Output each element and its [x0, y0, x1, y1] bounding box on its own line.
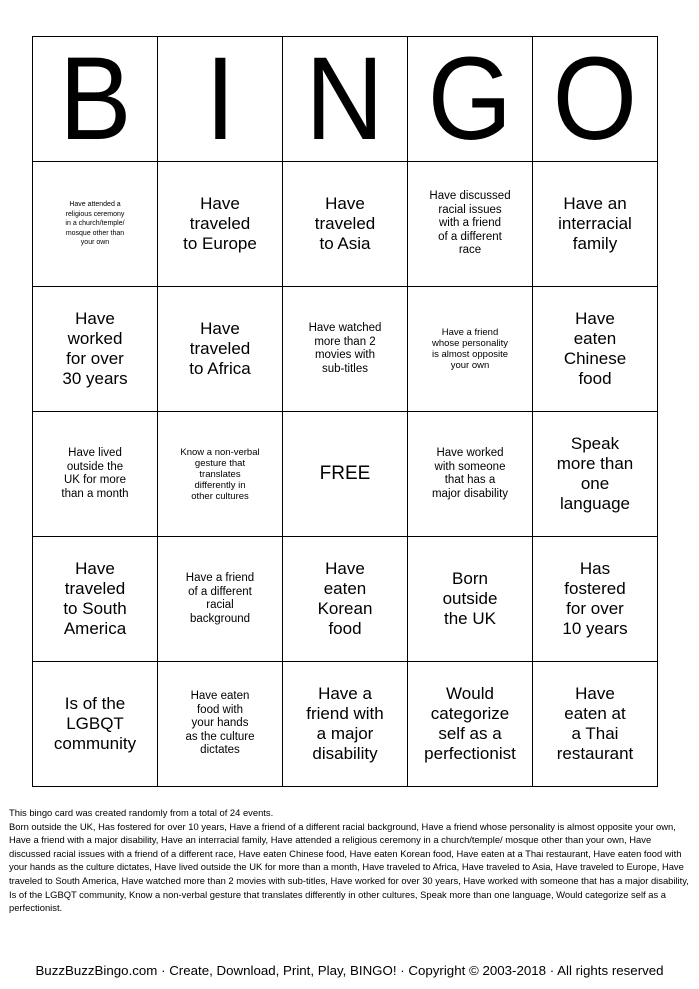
card-cell: Have lived outside the UK for more than a month: [33, 412, 158, 537]
card-cell: Have a friend whose personality is almost opposite your own: [408, 287, 533, 412]
card-cell: Have eaten at a Thai restaurant: [533, 662, 658, 787]
card-footer: [9, 806, 692, 915]
card-cell: Have eaten Korean food: [283, 537, 408, 662]
card-cell: Have eaten food with your hands as the culture dictates: [158, 662, 283, 787]
card-cell: Have traveled to Europe: [158, 162, 283, 287]
card-row: [33, 162, 658, 287]
card-cell: Have attended a religious ceremony in a church/temple/ mosque other than your own: [33, 162, 158, 287]
card-cell: Know a non-verbal gesture that translates differently in other cultures: [158, 412, 283, 537]
card-cell: Have traveled to Asia: [283, 162, 408, 287]
header-letter-n: N: [283, 37, 408, 162]
card-cell: Have a friend of a different racial background: [158, 537, 283, 662]
footer-summary: This bingo card was created randomly from a total of 24 events.: [9, 807, 274, 818]
header-letter-i: I: [158, 37, 283, 162]
card-cell: Speak more than one language: [533, 412, 658, 537]
card-row: [33, 412, 658, 537]
card-cell: Born outside the UK: [408, 537, 533, 662]
copyright-line: BuzzBuzzBingo.com · Create, Download, Print, Play, BINGO! · Copyright © 2003-2018 · All rights reserved: [35, 963, 664, 978]
card-cell: Has fostered for over 10 years: [533, 537, 658, 662]
header-row: [33, 37, 658, 162]
card-cell: Have traveled to Africa: [158, 287, 283, 412]
header-letter-g: G: [408, 37, 533, 162]
card-cell: Would categorize self as a perfectionist: [408, 662, 533, 787]
card-cell: Have traveled to South America: [33, 537, 158, 662]
card-cell: Have an interracial family: [533, 162, 658, 287]
card-cell: Have worked with someone that has a major disability: [408, 412, 533, 537]
card-cell: Have watched more than 2 movies with sub-titles: [283, 287, 408, 412]
bingo-card: [32, 33, 658, 787]
footer-events-list: Born outside the UK, Has fostered for over 10 years, Have a friend of a different racial background, Have a friend whose personality is almost opposite your own, Have a friend with a major disability, Have an interracial family, Have attended a religious ceremony in a church/temple/ mosque other than your own, Have discussed racial issues with a friend of a different race, Have eaten Chinese food, Have eaten Korean food, Have eaten at a Thai restaurant, Have eaten food with your hands as the culture dictates, Have lived outside the UK for more than a month, Have traveled to Africa, Have traveled to Asia, Have traveled to Europe, Have traveled to South America, Have watched more than 2 movies with sub-titles, Have worked for over 30 years, Have worked with someone that has a major disability, Is of the LGBQT community, Know a non-verbal gesture that translates differently in other cultures, Speak more than one language, Would categorize self as a perfectionist.: [9, 820, 689, 914]
card-cell: Have eaten Chinese food: [533, 287, 658, 412]
free-space: FREE: [283, 412, 408, 537]
card-row: [33, 662, 658, 787]
card-cell: Is of the LGBQT community: [33, 662, 158, 787]
card-cell: Have discussed racial issues with a friend of a different race: [408, 162, 533, 287]
card-cell: Have worked for over 30 years: [33, 287, 158, 412]
card-row: [33, 287, 658, 412]
card-cell: Have a friend with a major disability: [283, 662, 408, 787]
card-row: [33, 537, 658, 662]
header-letter-b: B: [33, 37, 158, 162]
header-letter-o: O: [533, 37, 658, 162]
